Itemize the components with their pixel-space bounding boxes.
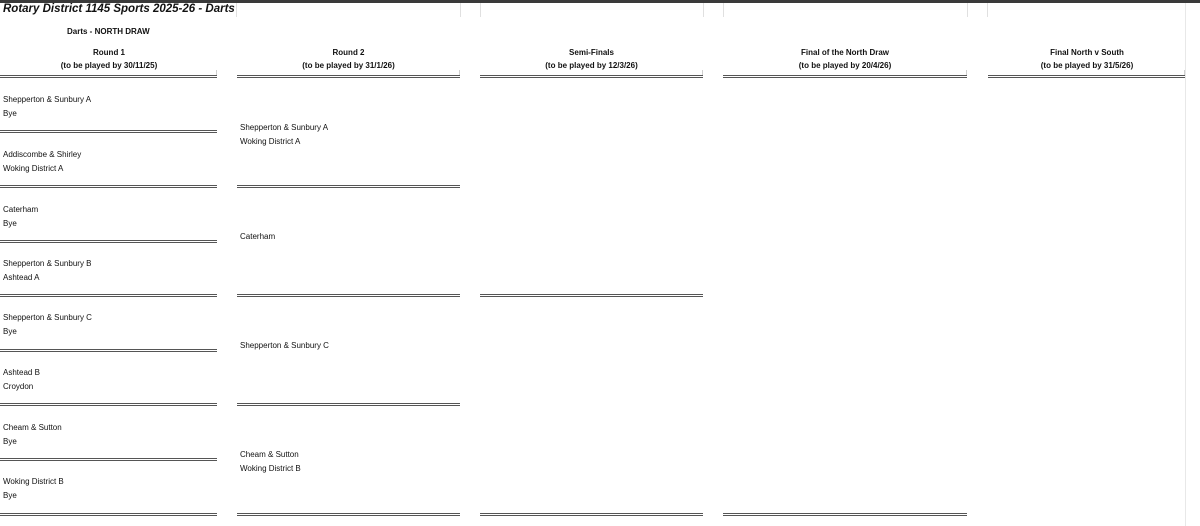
sheet-title: Rotary District 1145 Sports 2025-26 - Darts (3, 3, 235, 15)
round1-team: Bye (3, 437, 17, 446)
round-header-3 (480, 46, 703, 72)
draw-subtitle: Darts - NORTH DRAW (67, 27, 150, 36)
round1-team: Bye (3, 491, 17, 500)
round-label: Round 2 (332, 48, 365, 57)
round1-team: Shepperton & Sunbury A (3, 95, 92, 104)
round-deadline: (to be played by 20/4/26) (798, 61, 892, 70)
round1-team: Ashtead B (3, 368, 40, 377)
header-separator (480, 75, 703, 78)
match-separator (237, 403, 460, 406)
match-separator (0, 513, 217, 516)
round1-team: Cheam & Sutton (3, 423, 62, 432)
match-separator (0, 240, 217, 243)
grid-line (723, 3, 724, 17)
grid-line (703, 3, 704, 17)
match-separator (0, 403, 217, 406)
round-header-5 (987, 46, 1187, 72)
round-label: Final of the North Draw (801, 48, 889, 57)
round-header-4 (723, 46, 967, 72)
round1-team: Bye (3, 327, 17, 336)
grid-line (967, 3, 968, 17)
round-header-2 (237, 46, 460, 72)
round2-team: Shepperton & Sunbury A (240, 123, 329, 132)
match-separator (0, 349, 217, 352)
grid-line (460, 3, 461, 17)
header-separator (723, 75, 967, 78)
grid-line (236, 3, 237, 17)
header-separator (237, 75, 460, 78)
match-separator (0, 458, 217, 461)
match-separator (480, 513, 703, 516)
round1-team: Caterham (3, 205, 39, 214)
round-deadline: (to be played by 31/5/26) (1040, 61, 1134, 70)
round-deadline: (to be played by 30/11/25) (60, 61, 158, 70)
round-label: Final North v South (1050, 48, 1124, 57)
round1-team: Woking District A (3, 164, 64, 173)
match-separator (0, 294, 217, 297)
round-deadline: (to be played by 12/3/26) (545, 61, 638, 70)
match-separator (0, 185, 217, 188)
round2-team: Shepperton & Sunbury C (240, 341, 329, 350)
grid-line (480, 3, 481, 17)
round-label: Semi-Finals (569, 48, 614, 57)
match-separator (723, 513, 967, 516)
round1-team: Shepperton & Sunbury C (3, 313, 92, 322)
round1-team: Croydon (3, 382, 34, 391)
round1-team: Addiscombe & Shirley (3, 150, 82, 159)
round1-team: Bye (3, 109, 17, 118)
header-separator (0, 75, 217, 78)
round1-team: Bye (3, 219, 17, 228)
round-header-1 (0, 46, 218, 72)
match-separator (0, 130, 217, 133)
round-deadline: (to be played by 31/1/26) (302, 61, 395, 70)
round1-team: Shepperton & Sunbury B (3, 259, 92, 268)
match-separator (237, 185, 460, 188)
round1-team: Ashtead A (3, 273, 40, 282)
round2-team: Woking District A (240, 137, 301, 146)
round1-team: Woking District B (3, 477, 64, 486)
grid-line (1185, 3, 1186, 526)
round2-team: Woking District B (240, 464, 301, 473)
header-separator (988, 75, 1185, 78)
round2-team: Cheam & Sutton (240, 450, 299, 459)
match-separator (237, 294, 460, 297)
grid-line (987, 3, 988, 17)
match-separator (237, 513, 460, 516)
round2-team: Caterham (240, 232, 276, 241)
round-label: Round 1 (93, 48, 125, 57)
match-separator (480, 294, 703, 297)
